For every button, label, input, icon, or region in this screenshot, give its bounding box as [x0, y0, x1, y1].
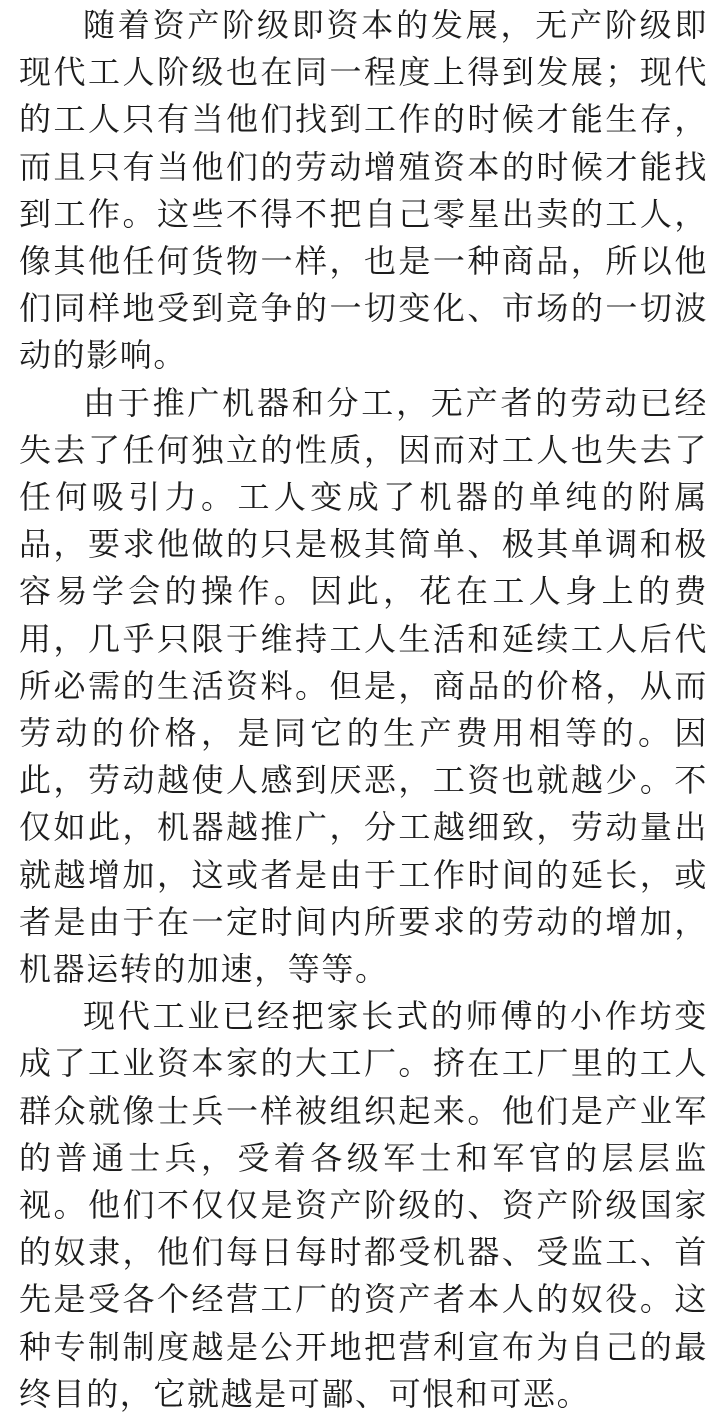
paragraph-3: 现代工业已经把家长式的师傅的小作坊变成了工业资本家的大工厂。挤在工厂里的工人群众就像士兵一样被组织起来。他们是产业军的普通士兵，受着各级军士和军官的层层监视。他们不仅仅是资产阶级的、资产阶级国家的奴隶，他们每日每时都受机器、受监工、首先是受各个经营工厂的资产者本人的奴役。这种专制制度越是公开地把营利宣布为自己的最终目的，它就越是可鄙、可恨和可恶。	[19, 997, 708, 1413]
paragraph-1: 随着资产阶级即资本的发展，无产阶级即现代工人阶级也在同一程度上得到发展；现代的工人只有当他们找到工作的时候才能生存，而且只有当他们的劳动增殖资本的时候才能找到工作。这些不得不把自己零星出卖的工人，像其他任何货物一样，也是一种商品，所以他们同样地受到竞争的一切变化、市场的一切波动的影响。	[19, 6, 708, 375]
paragraph-2: 由于推广机器和分工，无产者的劳动已经失去了任何独立的性质，因而对工人也失去了任何吸引力。工人变成了机器的单纯的附属品，要求他做的只是极其简单、极其单调和极容易学会的操作。因此，花在工人身上的费用，几乎只限于维持工人生活和延续工人后代所必需的生活资料。但是，商品的价格，从而劳动的价格，是同它的生产费用相等的。因此，劳动越使人感到厌恶，工资也就越少。不仅如此，机器越推广，分工越细致，劳动量出就越增加，这或者是由于工作时间的延长，或者是由于在一定时间内所要求的劳动的增加，机器运转的加速，等等。	[19, 383, 708, 989]
